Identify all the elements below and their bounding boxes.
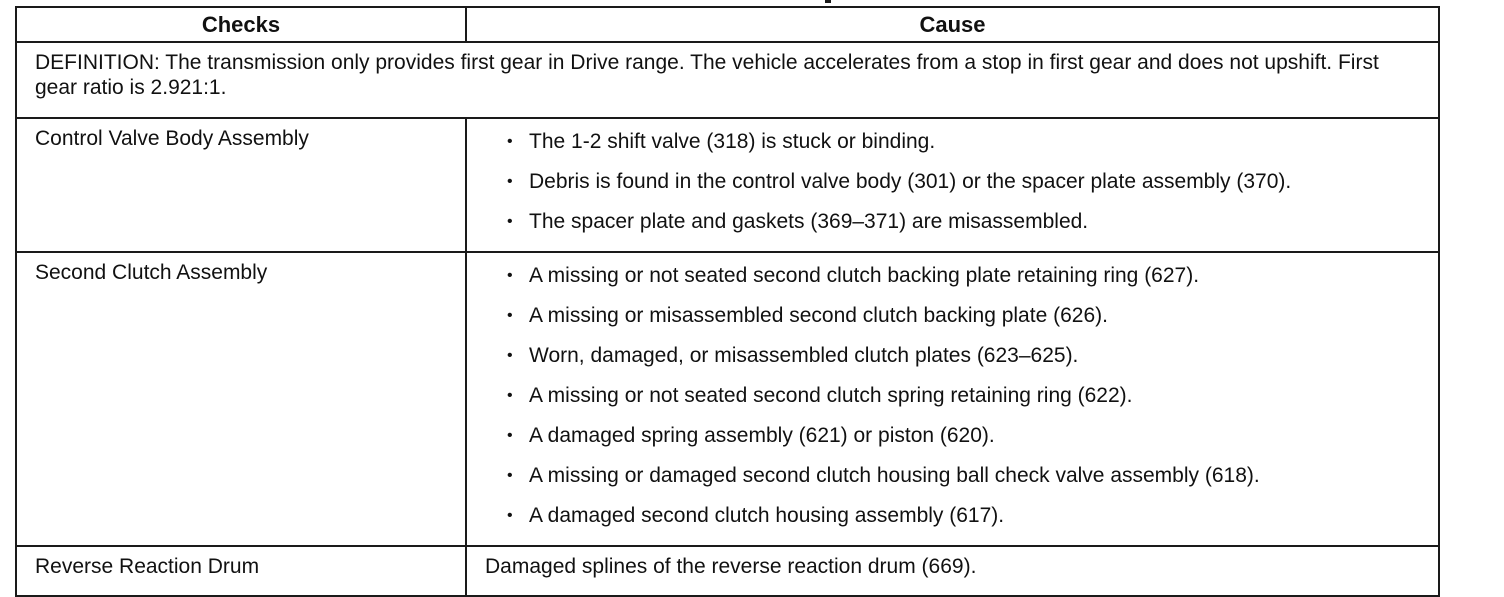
bullet-icon: • [507,213,513,230]
list-item [509,301,1420,331]
table-row [16,546,1439,596]
list-item [509,341,1420,371]
list-item [509,167,1420,197]
table-row [16,118,1439,252]
bullet-icon: • [507,467,513,484]
bullet-icon: • [507,307,513,324]
bullet-icon: • [507,133,513,150]
cause-list [509,127,1420,237]
cause-text: The 1-2 shift valve (318) is stuck or binding. [529,130,936,153]
bullet-icon: • [507,173,513,190]
cause-text: A damaged second clutch housing assembly (617). [529,504,1005,527]
cause-list-cell [466,252,1439,546]
cause-header: Cause [466,7,1439,42]
bullet-icon: • [507,507,513,524]
cause-text: A missing or damaged second clutch housing ball check valve assembly (618). [529,464,1260,487]
cause-text: Debris is found in the control valve body (301) or the spacer plate assembly (370). [529,170,1292,193]
cause-text: Worn, damaged, or misassembled clutch plates (623–625). [529,344,1079,367]
definition-row [16,42,1439,118]
check-label: Reverse Reaction Drum [16,546,466,596]
cause-text: The spacer plate and gaskets (369–371) are misassembled. [529,210,1089,233]
cause-text: A missing or not seated second clutch spring retaining ring (622). [529,384,1133,407]
check-label: Control Valve Body Assembly [16,118,466,252]
cause-list [509,261,1420,531]
cause-list-cell [466,118,1439,252]
diagnosis-table [15,6,1440,597]
bullet-icon: • [507,267,513,284]
bullet-icon: • [507,427,513,444]
cause-text: A missing or misassembled second clutch backing plate (626). [529,304,1108,327]
list-item [509,381,1420,411]
list-item [509,127,1420,157]
cause-text: A damaged spring assembly (621) or piston (620). [529,424,995,447]
table-row [16,252,1439,546]
list-item [509,421,1420,451]
cause-text: Damaged splines of the reverse reaction drum (669). [466,546,1439,596]
header-row [16,7,1439,42]
list-item [509,501,1420,531]
list-item [509,207,1420,237]
definition-text: DEFINITION: The transmission only provides first gear in Drive range. The vehicle accelerates from a stop in first gear and does not upshift. First gear ratio is 2.921:1. [16,42,1439,118]
list-item [509,461,1420,491]
cause-text: A missing or not seated second clutch backing plate retaining ring (627). [529,264,1200,287]
bullet-icon: • [507,347,513,364]
bullet-icon: • [507,387,513,404]
check-label: Second Clutch Assembly [16,252,466,546]
checks-header: Checks [16,7,466,42]
scan-mark [825,0,831,3]
list-item [509,261,1420,291]
